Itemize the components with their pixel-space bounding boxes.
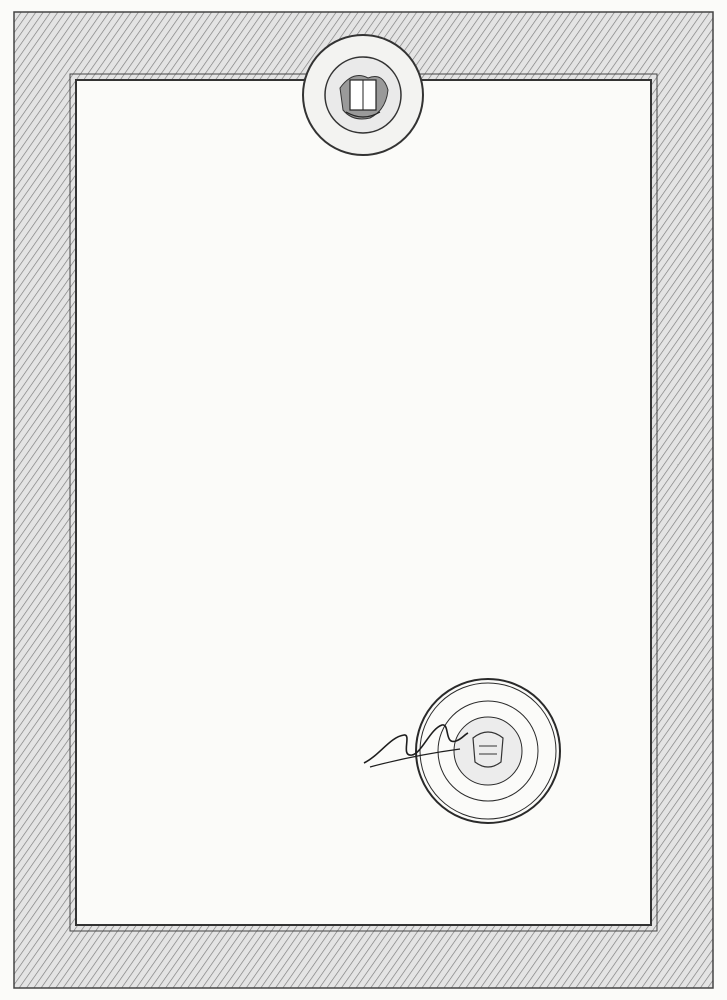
district-emblem — [298, 30, 428, 160]
handwritten-signature — [360, 715, 470, 775]
